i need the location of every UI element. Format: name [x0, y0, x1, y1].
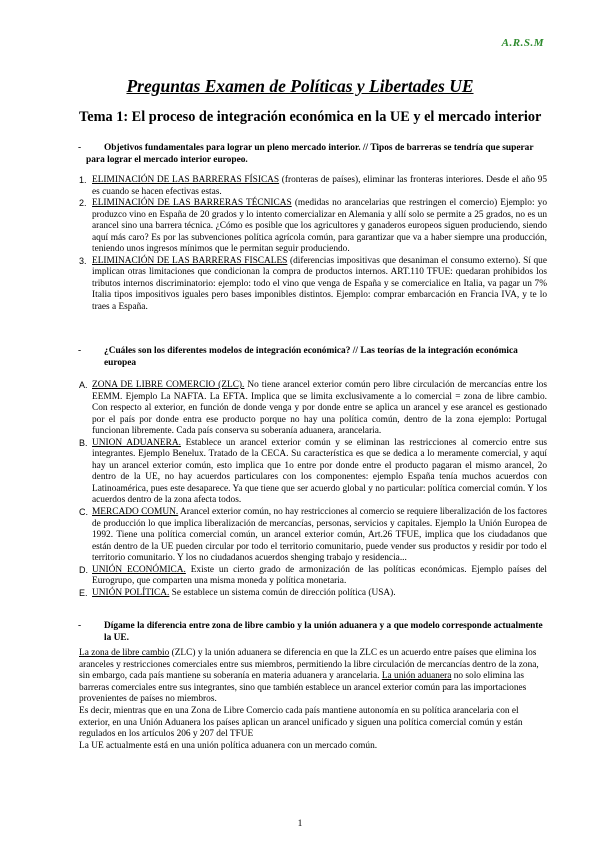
question-dash: -	[78, 143, 82, 153]
list-marker: 1.	[79, 175, 87, 185]
list-marker: 2.	[79, 198, 87, 209]
models-list	[79, 380, 547, 599]
question-3	[78, 621, 548, 644]
list-item	[79, 198, 547, 256]
list-marker: 3.	[79, 255, 87, 266]
list-marker: B.	[79, 437, 88, 448]
item-title: ZONA DE LIBRE COMERCIO (ZLC).	[92, 380, 245, 390]
term-customs-union: La unión aduanera	[381, 671, 452, 682]
author-initials: A.R.S.M	[501, 37, 544, 49]
item-text: Existe un cierto grado de armonización de las políticas económicas. Ejemplo países del Eurogrupo, que comparten una misma moneda y política monetaria.	[92, 564, 548, 587]
barriers-list	[79, 175, 547, 314]
answer-paragraph: Es decir, mientras que en una Zona de Libre Comercio cada país mantiene autonomía en su política arancelaria con el exterior, en una Unión Aduanera los países aplican un arancel unificado y siguen una política comercial común y están regulados en los artículos 206 y 207 del TFUE	[79, 705, 523, 740]
item-title: UNIÓN POLÍTICA.	[92, 587, 170, 598]
answer-section	[79, 648, 549, 752]
item-title: ELIMINACIÓN DE LAS BARRERAS TÉCNICAS	[92, 198, 292, 209]
question-2	[78, 346, 548, 369]
list-item	[79, 588, 547, 600]
page-number: 1	[297, 819, 303, 829]
answer-paragraph	[79, 648, 549, 706]
term-zlc: La zona de libre cambio	[79, 648, 170, 658]
item-title: UNIÓN ECONÓMICA.	[92, 564, 186, 575]
question-text: Objetivos fundamentales para lograr un pleno mercado interior. // Tipos de barreras se tendría que superar para lograr el mercado interior europeo.	[86, 143, 534, 165]
theme-heading: Tema 1: El proceso de integración económica en la UE y el mercado interior	[79, 109, 542, 125]
answer-text: no solo elimina las barreras comerciales entre sus integrantes, sino que también establece un arancel exterior común para las importaciones provenientes de países no miembros.	[79, 671, 527, 705]
question-dash: -	[78, 346, 82, 356]
item-title: UNION ADUANERA.	[92, 437, 181, 448]
list-item	[79, 256, 547, 314]
list-item	[79, 565, 547, 588]
item-title: ELIMINACIÓN DE LAS BARRERAS FÍSICAS	[92, 175, 280, 185]
item-text: Establece un arancel exterior común y se eliminan las restricciones al comercio entre sus integrantes. Ejemplo Benelux. Tratado de la CECA. Su característica es que se dedica a lo meramente comercial, y aquí hay un arancel exterior común, esto implica que 1o entre por donde entre el producto pagaran el mismo arancel, 2o dentro de la UE, no hay acuerdos particulares con los componentes: ejemplo España tenía muchos acuerdos con Latinoamérica, pues este desaparece. Ya que tiene que ser acuerdo global y no particular: política comercial común. Y los acuerdos dentro de la zona afecta todos.	[92, 437, 547, 506]
item-text: No tiene arancel exterior común pero libre circulación de mercancías entre los EEMM. Ejemplo La NAFTA. La EFTA. Implica que se limita exclusivamente a lo comercial = zona de libre cambio. Con respecto al exterior, en función de donde venga y por donde entre se aplica un arancel y ese arancel es gestionado por el país por donde entra ese producto porque no hay una política común, dentro de la zona ejemplo: Portugal funcionan libremente. Cada país conserva su soberanía aduanera, arancelaria.	[92, 380, 547, 437]
question-text: Dígame la diferencia entre zona de libre cambio y la unión aduanera y a que modelo corresponde actualmente la UE.	[104, 621, 543, 643]
page-title: Preguntas Examen de Políticas y Libertades UE	[126, 76, 474, 96]
item-title: MERCADO COMUN.	[92, 507, 179, 518]
list-item	[79, 507, 547, 565]
item-text: Arancel exterior común, no hay restricciones al comercio se requiere liberalización de los factores de producción lo que implica liberalización de mercancías, personas, servicios y capitales. Ejemplo la Unión Europea de 1992. Tiene una política comercial común, un arancel exterior común, Art.26 TFUE, implica que los ciudadanos que están dentro de la UE pueden circular por todo el territorio comunitario, puede vender sus productos y residir por todo el territorio comunitario. Y los no ciudadanos acuerdos shenging trabajo y residencia...	[92, 507, 548, 564]
list-item	[79, 175, 547, 198]
item-text: (fronteras de países), eliminar las fronteras interiores. Desde el año 95 es cuando se hacen efectivas estas.	[92, 175, 547, 197]
list-marker: E.	[79, 587, 88, 598]
list-marker: C.	[79, 507, 88, 518]
item-text: (diferencias impositivas que desaniman el consumo externo). Sí que implican otras limitaciones que condicionan la compra de productos internos. ART.110 TFUE: quedaran prohibidos los tributos internos discriminatorio: ejemplo: todo el vino que venga de España y se comercialice en Italia, va pagar un 7% Italia tipos impositivos iguales pero bases imponibles distintos. Ejemplo: comprar embarcación en Francia IVA, y te lo traes a España.	[92, 255, 547, 313]
item-text: Se establece un sistema común de dirección política (USA).	[169, 587, 396, 598]
list-item	[79, 438, 547, 507]
list-item	[79, 380, 547, 438]
answer-paragraph: La UE actualmente está en una unión política aduanera con un mercado común.	[79, 740, 378, 751]
question-dash: -	[78, 621, 82, 631]
item-title: ELIMINACIÓN DE LAS BARRERAS FISCALES	[92, 255, 288, 266]
question-text: ¿Cuáles son los diferentes modelos de integración económica? // Las teorías de la integración económica europea	[104, 346, 518, 368]
question-1	[78, 143, 548, 166]
list-marker: D.	[79, 564, 88, 575]
answer-text: (ZLC) y la unión aduanera se diferencia en que la ZLC es un acuerdo entre países que elimina los aranceles y restricciones comerciales entre sus miembros, permitiendo la libre circulación de mercancías dentro de la zona, sin embargo, cada país mantiene su soberanía en materia aduanera y arancelaria.	[79, 648, 539, 682]
item-text: (medidas no arancelarias que restringen el comercio) Ejemplo: yo produzco vino en España de 20 grados y lo intento comercializar en Alemania y allí solo se permite a 25 grados, no es un arancel sino una barrera técnica. ¿Cómo es posible que los agricultores y ganaderos europeos siguen produciendo, siendo aquí más caro? Es por las subvenciones política agrícola común, para garantizar que va a haber siempre una producción, teniendo unos ingresos mínimos que le permitan seguir produciendo.	[92, 198, 548, 255]
list-marker: A.	[79, 380, 88, 390]
